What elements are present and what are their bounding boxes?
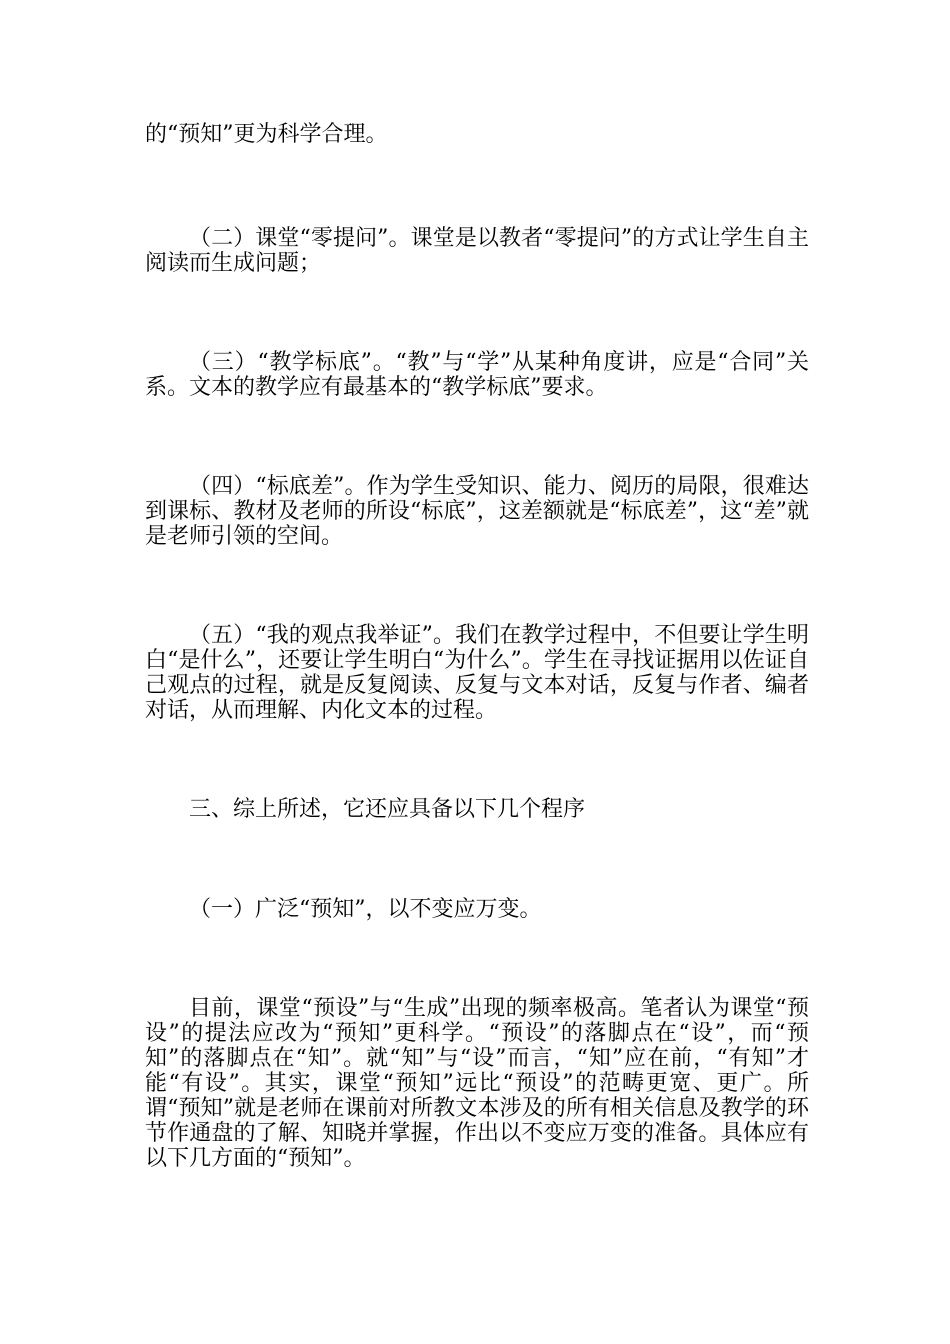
- paragraph-zero-questioning: （二）课堂“零提问”。课堂是以教者“零提问”的方式让学生自主阅读而生成问题；: [145, 226, 809, 276]
- paragraph-continuation: 的“预知”更为科学合理。: [145, 122, 388, 147]
- section-heading-procedures: 三、综上所述，它还应具备以下几个程序: [189, 797, 586, 822]
- paragraph-teaching-benchmark: （三）“教学标底”。“教”与“学”从某种角度讲，应是“合同”关系。文本的教学应有最基本的“教学标底”要求。: [145, 350, 809, 400]
- paragraph-foreknowledge-explanation: 目前，课堂“预设”与“生成”出现的频率极高。笔者认为课堂“预设”的提法应改为“预知”更科学。“预设”的落脚点在“设”，而“预知”的落脚点在“知”。就“知”与“设”而言，“知”应在前，“有知”才能“有设”。其实，课堂“预知”远比“预设”的范畴更宽、更广。所谓“预知”就是老师在课前对所教文本涉及的所有相关信息及教学的环节作通盘的了解、知晓并掌握，作出以不变应万变的准备。具体应有以下几方面的“预知”。: [145, 996, 809, 1171]
- paragraph-benchmark-gap: （四）“标底差”。作为学生受知识、能力、阅历的局限，很难达到课标、教材及老师的所设“标底”，这差额就是“标底差”，这“差”就是老师引领的空间。: [145, 474, 809, 549]
- subsection-heading-broad-foreknowledge: （一）广泛“预知”，以不变应万变。: [189, 897, 542, 922]
- paragraph-my-view-my-evidence: （五）“我的观点我举证”。我们在教学过程中，不但要让学生明白“是什么”，还要让学生明白“为什么”。学生在寻找证据用以佐证自己观点的过程，就是反复阅读、反复与文本对话，反复与作者、编者对话，从而理解、内化文本的过程。: [145, 623, 809, 723]
